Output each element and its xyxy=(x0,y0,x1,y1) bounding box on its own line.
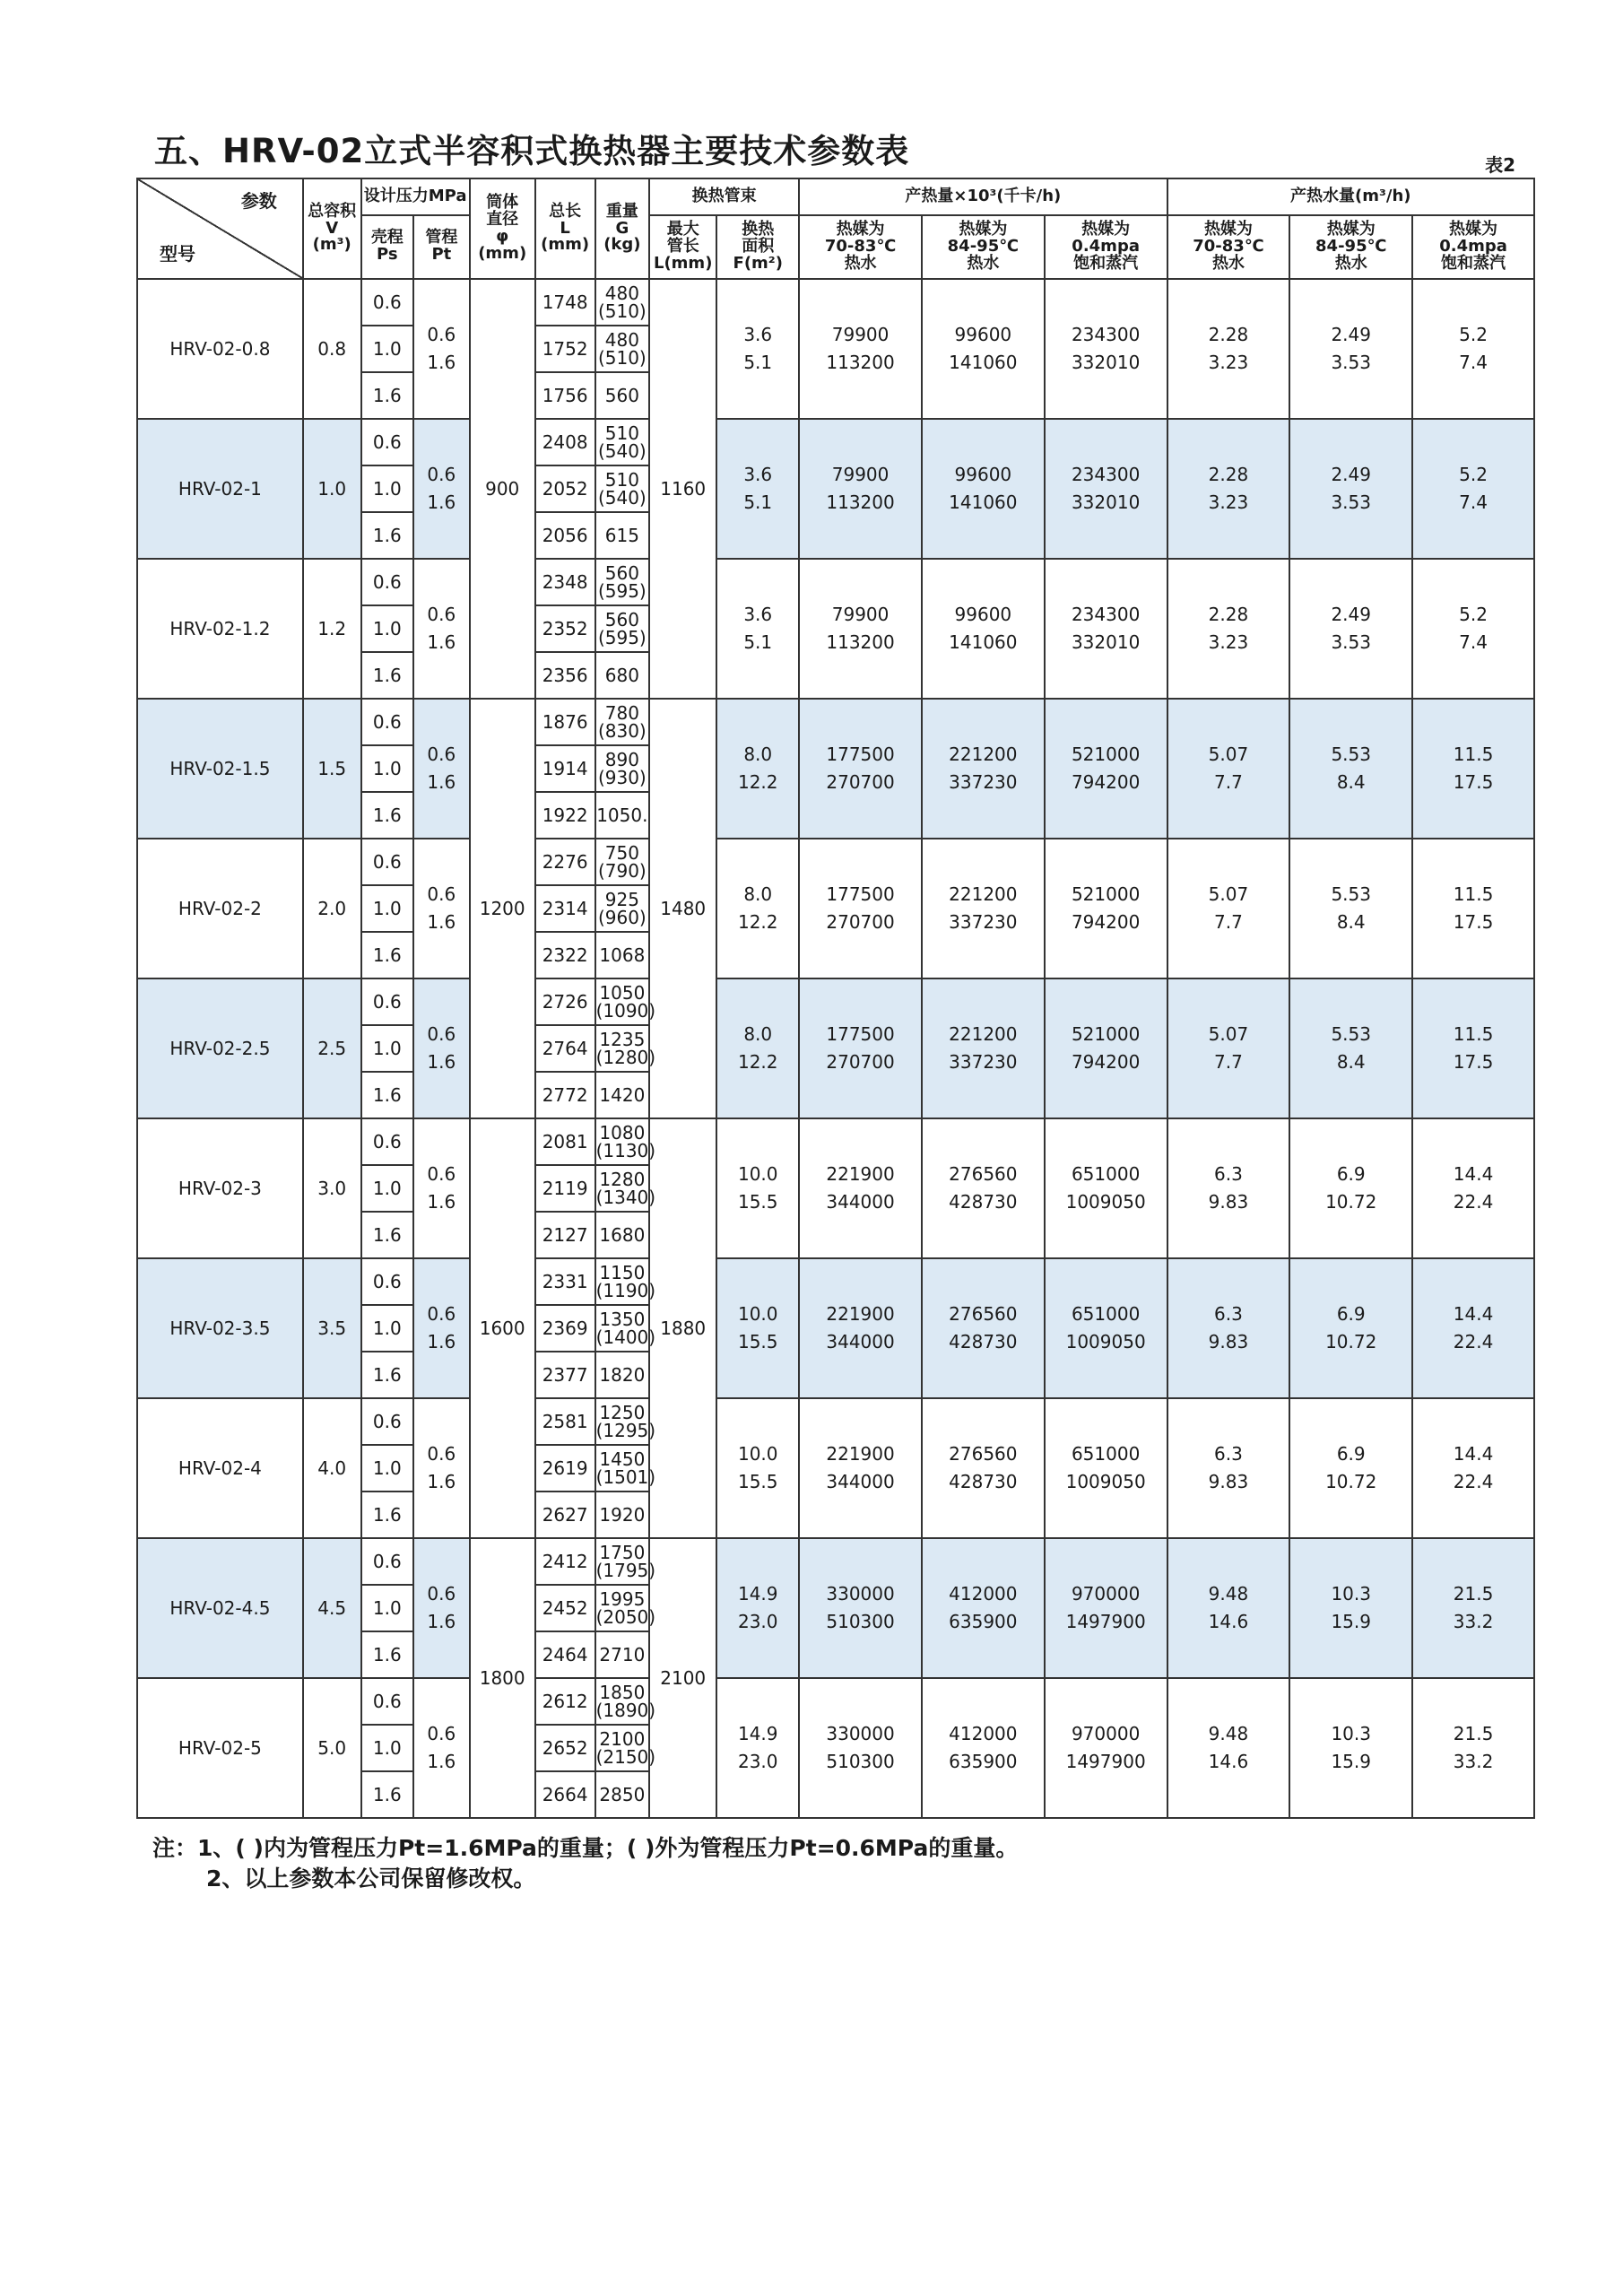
w3-cell: 11.5 17.5 xyxy=(1412,699,1534,839)
length-cell: 2119 xyxy=(535,1165,595,1212)
w3-cell: 14.4 22.4 xyxy=(1412,1398,1534,1538)
w3-cell: 5.2 7.4 xyxy=(1412,559,1534,699)
w3-cell: 5.2 7.4 xyxy=(1412,279,1534,419)
shell-pressure-cell: 0.6 xyxy=(361,699,413,745)
w1-cell: 5.07 7.7 xyxy=(1167,839,1290,978)
length-cell: 2464 xyxy=(535,1631,595,1678)
h2-cell: 412000 635900 xyxy=(922,1538,1045,1678)
h3-cell: 521000 794200 xyxy=(1045,699,1167,839)
model-cell: HRV-02-2 xyxy=(137,839,303,978)
shell-pressure-cell: 1.0 xyxy=(361,745,413,792)
volume-cell: 3.5 xyxy=(303,1258,361,1398)
shell-pressure-cell: 0.6 xyxy=(361,559,413,605)
area-cell: 10.0 15.5 xyxy=(716,1118,799,1258)
header-heat-84-95: 热媒为 84-95℃ 热水 xyxy=(922,215,1045,279)
weight-cell: 1820 xyxy=(595,1352,650,1398)
shell-pressure-cell: 1.0 xyxy=(361,1445,413,1492)
weight-cell: 2850 xyxy=(595,1771,650,1818)
shell-pressure-cell: 1.0 xyxy=(361,1305,413,1352)
w1-cell: 2.28 3.23 xyxy=(1167,419,1290,559)
h2-cell: 276560 428730 xyxy=(922,1118,1045,1258)
model-cell: HRV-02-1.5 xyxy=(137,699,303,839)
area-cell: 8.0 12.2 xyxy=(716,839,799,978)
weight-cell: 1250 (1295) xyxy=(595,1398,650,1445)
length-cell: 1876 xyxy=(535,699,595,745)
h2-cell: 99600 141060 xyxy=(922,279,1045,419)
area-cell: 3.6 5.1 xyxy=(716,419,799,559)
shell-pressure-cell: 0.6 xyxy=(361,1118,413,1165)
shell-pressure-cell: 1.6 xyxy=(361,792,413,839)
model-cell: HRV-02-4 xyxy=(137,1398,303,1538)
length-cell: 2627 xyxy=(535,1492,595,1538)
weight-cell: 1680 xyxy=(595,1212,650,1258)
shell-pressure-cell: 0.6 xyxy=(361,419,413,465)
area-cell: 3.6 5.1 xyxy=(716,559,799,699)
header-bundle-area: 换热 面积 F(m²) xyxy=(716,215,799,279)
volume-cell: 1.5 xyxy=(303,699,361,839)
length-cell: 2664 xyxy=(535,1771,595,1818)
shell-pressure-cell: 1.0 xyxy=(361,1585,413,1631)
header-water-70-83: 热媒为 70-83℃ 热水 xyxy=(1167,215,1290,279)
shell-pressure-cell: 1.6 xyxy=(361,372,413,419)
tube-pressure-cell: 0.6 1.6 xyxy=(413,1678,470,1818)
weight-cell: 1080 (1130) xyxy=(595,1118,650,1165)
table-body xyxy=(137,279,1534,1818)
h2-cell: 99600 141060 xyxy=(922,559,1045,699)
shell-pressure-cell: 1.6 xyxy=(361,1631,413,1678)
shell-pressure-cell: 1.0 xyxy=(361,885,413,932)
h2-cell: 221200 337230 xyxy=(922,978,1045,1118)
header-tube-pressure: 管程 Pt xyxy=(413,215,470,279)
tube-pressure-cell: 0.6 1.6 xyxy=(413,839,470,978)
bundle-length-cell: 1160 xyxy=(649,279,716,699)
table-row xyxy=(137,1538,1534,1585)
shell-pressure-cell: 1.0 xyxy=(361,326,413,372)
area-cell: 10.0 15.5 xyxy=(716,1258,799,1398)
header-water-84-95: 热媒为 84-95℃ 热水 xyxy=(1289,215,1412,279)
weight-cell: 615 xyxy=(595,512,650,559)
table-number: 表2 xyxy=(1485,154,1515,176)
shell-pressure-cell: 1.0 xyxy=(361,1165,413,1212)
header-bundle-length: 最大 管长 L(mm) xyxy=(649,215,716,279)
w2-cell: 5.53 8.4 xyxy=(1289,839,1412,978)
table-row xyxy=(137,1118,1534,1165)
tube-pressure-cell: 0.6 1.6 xyxy=(413,1538,470,1678)
length-cell: 2348 xyxy=(535,559,595,605)
table-row xyxy=(137,1258,1534,1305)
header-heat-70-83: 热媒为 70-83℃ 热水 xyxy=(799,215,922,279)
w2-cell: 10.3 15.9 xyxy=(1289,1538,1412,1678)
shell-pressure-cell: 1.0 xyxy=(361,605,413,652)
volume-cell: 1.0 xyxy=(303,419,361,559)
area-cell: 8.0 12.2 xyxy=(716,978,799,1118)
w2-cell: 10.3 15.9 xyxy=(1289,1678,1412,1818)
header-heat-output: 产热量×10³(千卡/h) xyxy=(799,178,1167,215)
h3-cell: 234300 332010 xyxy=(1045,279,1167,419)
weight-cell: 1850 (1890) xyxy=(595,1678,650,1725)
shell-pressure-cell: 1.6 xyxy=(361,512,413,559)
tube-pressure-cell: 0.6 1.6 xyxy=(413,1118,470,1258)
weight-cell: 1050. xyxy=(595,792,650,839)
shell-pressure-cell: 1.6 xyxy=(361,932,413,978)
volume-cell: 0.8 xyxy=(303,279,361,419)
table-row xyxy=(137,978,1534,1025)
header-tube-bundle: 换热管束 xyxy=(649,178,799,215)
w3-cell: 5.2 7.4 xyxy=(1412,419,1534,559)
length-cell: 2764 xyxy=(535,1025,595,1072)
shell-pressure-cell: 0.6 xyxy=(361,279,413,326)
weight-cell: 2100 (2150) xyxy=(595,1725,650,1771)
w2-cell: 6.9 10.72 xyxy=(1289,1258,1412,1398)
length-cell: 2452 xyxy=(535,1585,595,1631)
length-cell: 2352 xyxy=(535,605,595,652)
model-cell: HRV-02-0.8 xyxy=(137,279,303,419)
weight-cell: 925 (960) xyxy=(595,885,650,932)
weight-cell: 480 (510) xyxy=(595,326,650,372)
header-heat-steam: 热媒为 0.4mpa 饱和蒸汽 xyxy=(1045,215,1167,279)
length-cell: 2314 xyxy=(535,885,595,932)
length-cell: 1748 xyxy=(535,279,595,326)
weight-cell: 1420 xyxy=(595,1072,650,1118)
h2-cell: 99600 141060 xyxy=(922,419,1045,559)
weight-cell: 1150 (1190) xyxy=(595,1258,650,1305)
h1-cell: 330000 510300 xyxy=(799,1678,922,1818)
length-cell: 1914 xyxy=(535,745,595,792)
table-row xyxy=(137,1678,1534,1725)
h3-cell: 521000 794200 xyxy=(1045,978,1167,1118)
weight-cell: 1280 (1340) xyxy=(595,1165,650,1212)
weight-cell: 560 (595) xyxy=(595,605,650,652)
h3-cell: 651000 1009050 xyxy=(1045,1118,1167,1258)
length-cell: 2619 xyxy=(535,1445,595,1492)
volume-cell: 2.5 xyxy=(303,978,361,1118)
shell-pressure-cell: 1.6 xyxy=(361,1212,413,1258)
shell-pressure-cell: 1.0 xyxy=(361,465,413,512)
length-cell: 2081 xyxy=(535,1118,595,1165)
weight-cell: 1995 (2050) xyxy=(595,1585,650,1631)
area-cell: 8.0 12.2 xyxy=(716,699,799,839)
model-cell: HRV-02-4.5 xyxy=(137,1538,303,1678)
w1-cell: 6.3 9.83 xyxy=(1167,1398,1290,1538)
table-row xyxy=(137,839,1534,885)
volume-cell: 5.0 xyxy=(303,1678,361,1818)
h3-cell: 651000 1009050 xyxy=(1045,1398,1167,1538)
table-row xyxy=(137,1398,1534,1445)
length-cell: 2408 xyxy=(535,419,595,465)
weight-cell: 750 (790) xyxy=(595,839,650,885)
volume-cell: 4.5 xyxy=(303,1538,361,1678)
weight-cell: 1750 (1795) xyxy=(595,1538,650,1585)
weight-cell: 1050 (1090) xyxy=(595,978,650,1025)
h1-cell: 79900 113200 xyxy=(799,559,922,699)
header-water-steam: 热媒为 0.4mpa 饱和蒸汽 xyxy=(1412,215,1534,279)
table-header xyxy=(137,178,1534,279)
area-cell: 10.0 15.5 xyxy=(716,1398,799,1538)
length-cell: 2322 xyxy=(535,932,595,978)
h1-cell: 221900 344000 xyxy=(799,1118,922,1258)
header-volume: 总容积 V (m³) xyxy=(303,178,361,279)
w1-cell: 6.3 9.83 xyxy=(1167,1118,1290,1258)
diameter-cell: 1800 xyxy=(470,1538,535,1818)
model-cell: HRV-02-1 xyxy=(137,419,303,559)
table-row xyxy=(137,419,1534,465)
h1-cell: 177500 270700 xyxy=(799,699,922,839)
shell-pressure-cell: 1.0 xyxy=(361,1725,413,1771)
table-row xyxy=(137,279,1534,326)
w1-cell: 2.28 3.23 xyxy=(1167,279,1290,419)
w1-cell: 9.48 14.6 xyxy=(1167,1678,1290,1818)
bundle-length-cell: 1480 xyxy=(649,699,716,1118)
weight-cell: 680 xyxy=(595,652,650,699)
weight-cell: 510 (540) xyxy=(595,419,650,465)
h2-cell: 221200 337230 xyxy=(922,839,1045,978)
w1-cell: 9.48 14.6 xyxy=(1167,1538,1290,1678)
w2-cell: 5.53 8.4 xyxy=(1289,978,1412,1118)
notes xyxy=(152,1833,1018,1894)
tube-pressure-cell: 0.6 1.6 xyxy=(413,559,470,699)
model-cell: HRV-02-5 xyxy=(137,1678,303,1818)
tube-pressure-cell: 0.6 1.6 xyxy=(413,699,470,839)
h1-cell: 330000 510300 xyxy=(799,1538,922,1678)
page-title: 五、HRV-02立式半容积式换热器主要技术参数表 xyxy=(154,132,910,170)
model-cell: HRV-02-3 xyxy=(137,1118,303,1258)
weight-cell: 560 (595) xyxy=(595,559,650,605)
diameter-cell: 1600 xyxy=(470,1118,535,1538)
h3-cell: 234300 332010 xyxy=(1045,419,1167,559)
w1-cell: 5.07 7.7 xyxy=(1167,978,1290,1118)
length-cell: 2356 xyxy=(535,652,595,699)
length-cell: 2276 xyxy=(535,839,595,885)
volume-cell: 1.2 xyxy=(303,559,361,699)
weight-cell: 510 (540) xyxy=(595,465,650,512)
h2-cell: 221200 337230 xyxy=(922,699,1045,839)
length-cell: 1922 xyxy=(535,792,595,839)
bundle-length-cell: 1880 xyxy=(649,1118,716,1538)
shell-pressure-cell: 0.6 xyxy=(361,1538,413,1585)
h3-cell: 651000 1009050 xyxy=(1045,1258,1167,1398)
header-length: 总长 L (mm) xyxy=(535,178,595,279)
length-cell: 2369 xyxy=(535,1305,595,1352)
length-cell: 2056 xyxy=(535,512,595,559)
shell-pressure-cell: 0.6 xyxy=(361,1258,413,1305)
spec-table xyxy=(136,178,1535,1819)
length-cell: 2726 xyxy=(535,978,595,1025)
w3-cell: 11.5 17.5 xyxy=(1412,839,1534,978)
weight-cell: 1920 xyxy=(595,1492,650,1538)
length-cell: 1756 xyxy=(535,372,595,419)
diameter-cell: 900 xyxy=(470,279,535,699)
length-cell: 2052 xyxy=(535,465,595,512)
tube-pressure-cell: 0.6 1.6 xyxy=(413,1258,470,1398)
shell-pressure-cell: 1.6 xyxy=(361,1072,413,1118)
weight-cell: 2710 xyxy=(595,1631,650,1678)
w2-cell: 6.9 10.72 xyxy=(1289,1398,1412,1538)
w3-cell: 21.5 33.2 xyxy=(1412,1538,1534,1678)
h1-cell: 221900 344000 xyxy=(799,1258,922,1398)
shell-pressure-cell: 0.6 xyxy=(361,1398,413,1445)
shell-pressure-cell: 0.6 xyxy=(361,1678,413,1725)
w1-cell: 2.28 3.23 xyxy=(1167,559,1290,699)
table-row xyxy=(137,559,1534,605)
shell-pressure-cell: 1.0 xyxy=(361,1025,413,1072)
w2-cell: 2.49 3.53 xyxy=(1289,279,1412,419)
volume-cell: 2.0 xyxy=(303,839,361,978)
length-cell: 2127 xyxy=(535,1212,595,1258)
header-weight: 重量 G (kg) xyxy=(595,178,650,279)
table-row xyxy=(137,699,1534,745)
h1-cell: 177500 270700 xyxy=(799,839,922,978)
header-param-label: 参数 xyxy=(240,190,277,212)
weight-cell: 1450 (1501) xyxy=(595,1445,650,1492)
shell-pressure-cell: 0.6 xyxy=(361,839,413,885)
area-cell: 3.6 5.1 xyxy=(716,279,799,419)
model-cell: HRV-02-3.5 xyxy=(137,1258,303,1398)
length-cell: 2612 xyxy=(535,1678,595,1725)
model-cell: HRV-02-2.5 xyxy=(137,978,303,1118)
w3-cell: 14.4 22.4 xyxy=(1412,1258,1534,1398)
area-cell: 14.9 23.0 xyxy=(716,1538,799,1678)
w1-cell: 5.07 7.7 xyxy=(1167,699,1290,839)
w3-cell: 11.5 17.5 xyxy=(1412,978,1534,1118)
h1-cell: 177500 270700 xyxy=(799,978,922,1118)
shell-pressure-cell: 1.6 xyxy=(361,652,413,699)
volume-cell: 3.0 xyxy=(303,1118,361,1258)
length-cell: 2581 xyxy=(535,1398,595,1445)
weight-cell: 560 xyxy=(595,372,650,419)
length-cell: 2412 xyxy=(535,1538,595,1585)
header-shell-pressure: 壳程 Ps xyxy=(361,215,413,279)
h3-cell: 970000 1497900 xyxy=(1045,1678,1167,1818)
header-param-model-cell xyxy=(137,178,303,279)
h2-cell: 412000 635900 xyxy=(922,1678,1045,1818)
length-cell: 2652 xyxy=(535,1725,595,1771)
h2-cell: 276560 428730 xyxy=(922,1398,1045,1538)
h1-cell: 79900 113200 xyxy=(799,419,922,559)
w2-cell: 2.49 3.53 xyxy=(1289,419,1412,559)
weight-cell: 780 (830) xyxy=(595,699,650,745)
h1-cell: 79900 113200 xyxy=(799,279,922,419)
length-cell: 2772 xyxy=(535,1072,595,1118)
shell-pressure-cell: 1.6 xyxy=(361,1352,413,1398)
w3-cell: 21.5 33.2 xyxy=(1412,1678,1534,1818)
w2-cell: 2.49 3.53 xyxy=(1289,559,1412,699)
volume-cell: 4.0 xyxy=(303,1398,361,1538)
note-1: 注：1、( )内为管程压力Pt=1.6MPa的重量；( )外为管程压力Pt=0.6MPa的重量。 xyxy=(152,1835,1019,1861)
bundle-length-cell: 2100 xyxy=(649,1538,716,1818)
shell-pressure-cell: 1.6 xyxy=(361,1492,413,1538)
h1-cell: 221900 344000 xyxy=(799,1398,922,1538)
h2-cell: 276560 428730 xyxy=(922,1258,1045,1398)
header-water-output: 产热水量(m³/h) xyxy=(1167,178,1534,215)
h3-cell: 521000 794200 xyxy=(1045,839,1167,978)
area-cell: 14.9 23.0 xyxy=(716,1678,799,1818)
note-2: 2、以上参数本公司保留修改权。 xyxy=(206,1866,536,1892)
shell-pressure-cell: 1.6 xyxy=(361,1771,413,1818)
length-cell: 1752 xyxy=(535,326,595,372)
weight-cell: 1235 (1280) xyxy=(595,1025,650,1072)
w2-cell: 6.9 10.72 xyxy=(1289,1118,1412,1258)
tube-pressure-cell: 0.6 1.6 xyxy=(413,1398,470,1538)
weight-cell: 890 (930) xyxy=(595,745,650,792)
diameter-cell: 1200 xyxy=(470,699,535,1118)
w2-cell: 5.53 8.4 xyxy=(1289,699,1412,839)
w3-cell: 14.4 22.4 xyxy=(1412,1118,1534,1258)
weight-cell: 1068 xyxy=(595,932,650,978)
length-cell: 2331 xyxy=(535,1258,595,1305)
tube-pressure-cell: 0.6 1.6 xyxy=(413,419,470,559)
h3-cell: 970000 1497900 xyxy=(1045,1538,1167,1678)
tube-pressure-cell: 0.6 1.6 xyxy=(413,978,470,1118)
header-design-pressure: 设计压力MPa xyxy=(361,178,470,215)
w1-cell: 6.3 9.83 xyxy=(1167,1258,1290,1398)
tube-pressure-cell: 0.6 1.6 xyxy=(413,279,470,419)
h3-cell: 234300 332010 xyxy=(1045,559,1167,699)
shell-pressure-cell: 0.6 xyxy=(361,978,413,1025)
weight-cell: 1350 (1400) xyxy=(595,1305,650,1352)
length-cell: 2377 xyxy=(535,1352,595,1398)
header-diameter: 筒体 直径 φ (mm) xyxy=(470,178,535,279)
model-cell: HRV-02-1.2 xyxy=(137,559,303,699)
weight-cell: 480 (510) xyxy=(595,279,650,326)
header-model-label: 型号 xyxy=(160,243,195,265)
